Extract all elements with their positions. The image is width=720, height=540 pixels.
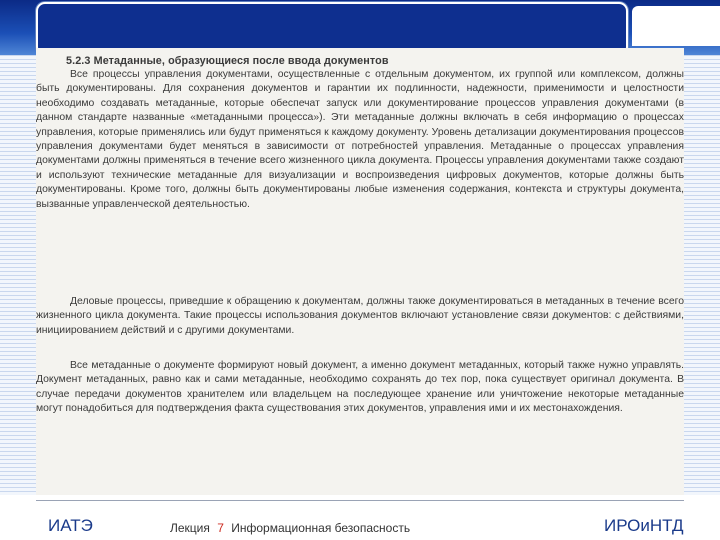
lecture-topic: Информационная безопасность (231, 521, 411, 535)
footer-lecture-caption (170, 521, 410, 535)
section-heading: 5.2.3 Метаданные, образующиеся после ввода документов (66, 55, 389, 67)
document-paragraph-1 (36, 68, 684, 212)
header-corner-panel (632, 6, 720, 46)
paragraph-text: Все процессы управления документами, осуществленные с отдельным документом, их группой или комплексом, должны быть документированы. Для сохранения документов и гарантии их подлинности, надежности, применимости и целостности необходимо создавать метаданные, которые обеспечат запуск или документирование процессов управления документами (в данном стандарте названные «метаданными процесса»). Эти метаданные должны включать в себя информацию о процессах управления, которые применялись или будут применяться к каждому документу. Уровень детализации документирования процессов управления документами будет меняться в зависимости от потребностей управления. Метаданные о процессах управления документами должны применяться в течение всего жизненного цикла документа. Процессы управления документами также создают и используют технические метаданные для визуализации и воспроизведения цифровых документов, которые должны быть документированы. Кроме того, должны быть документированы любые изменения содержания, контекста и структуры документа, вызванные управленческой деятельностью. (36, 69, 684, 210)
lecture-label: Лекция (170, 521, 210, 535)
document-paragraph-3 (36, 359, 684, 417)
paragraph-text: Деловые процессы, приведшие к обращению к документам, должны также документироваться в метаданных в течение всего жизненного цикла документа. Такие процессы использования документов включают установление связи документов: с действиями, инициированием действий и с другими документами. (36, 296, 684, 336)
scanned-document-page (36, 48, 684, 495)
footer-institution: ИАТЭ (48, 516, 93, 535)
footer-divider (36, 500, 684, 501)
footer-department: ИРОиНТД (604, 516, 684, 535)
right-decorative-stripes (684, 55, 720, 495)
lecture-number: 7 (217, 521, 224, 535)
left-decorative-stripes (0, 55, 36, 495)
document-paragraph-2 (36, 295, 684, 338)
paragraph-text: Все метаданные о документе формируют новый документ, а именно документ метаданных, который также нужно управлять. Документ метаданных, равно как и сами метаданные, необходимо сохранять до тех пор, пока существует оригинал документа. В случае передачи документов хранителем или владельцем на последующее хранение или уничтожение некоторые метаданные могут понадобиться для подтверждения факта существования этих документов, управления ими и их местонахождения. (36, 360, 684, 415)
